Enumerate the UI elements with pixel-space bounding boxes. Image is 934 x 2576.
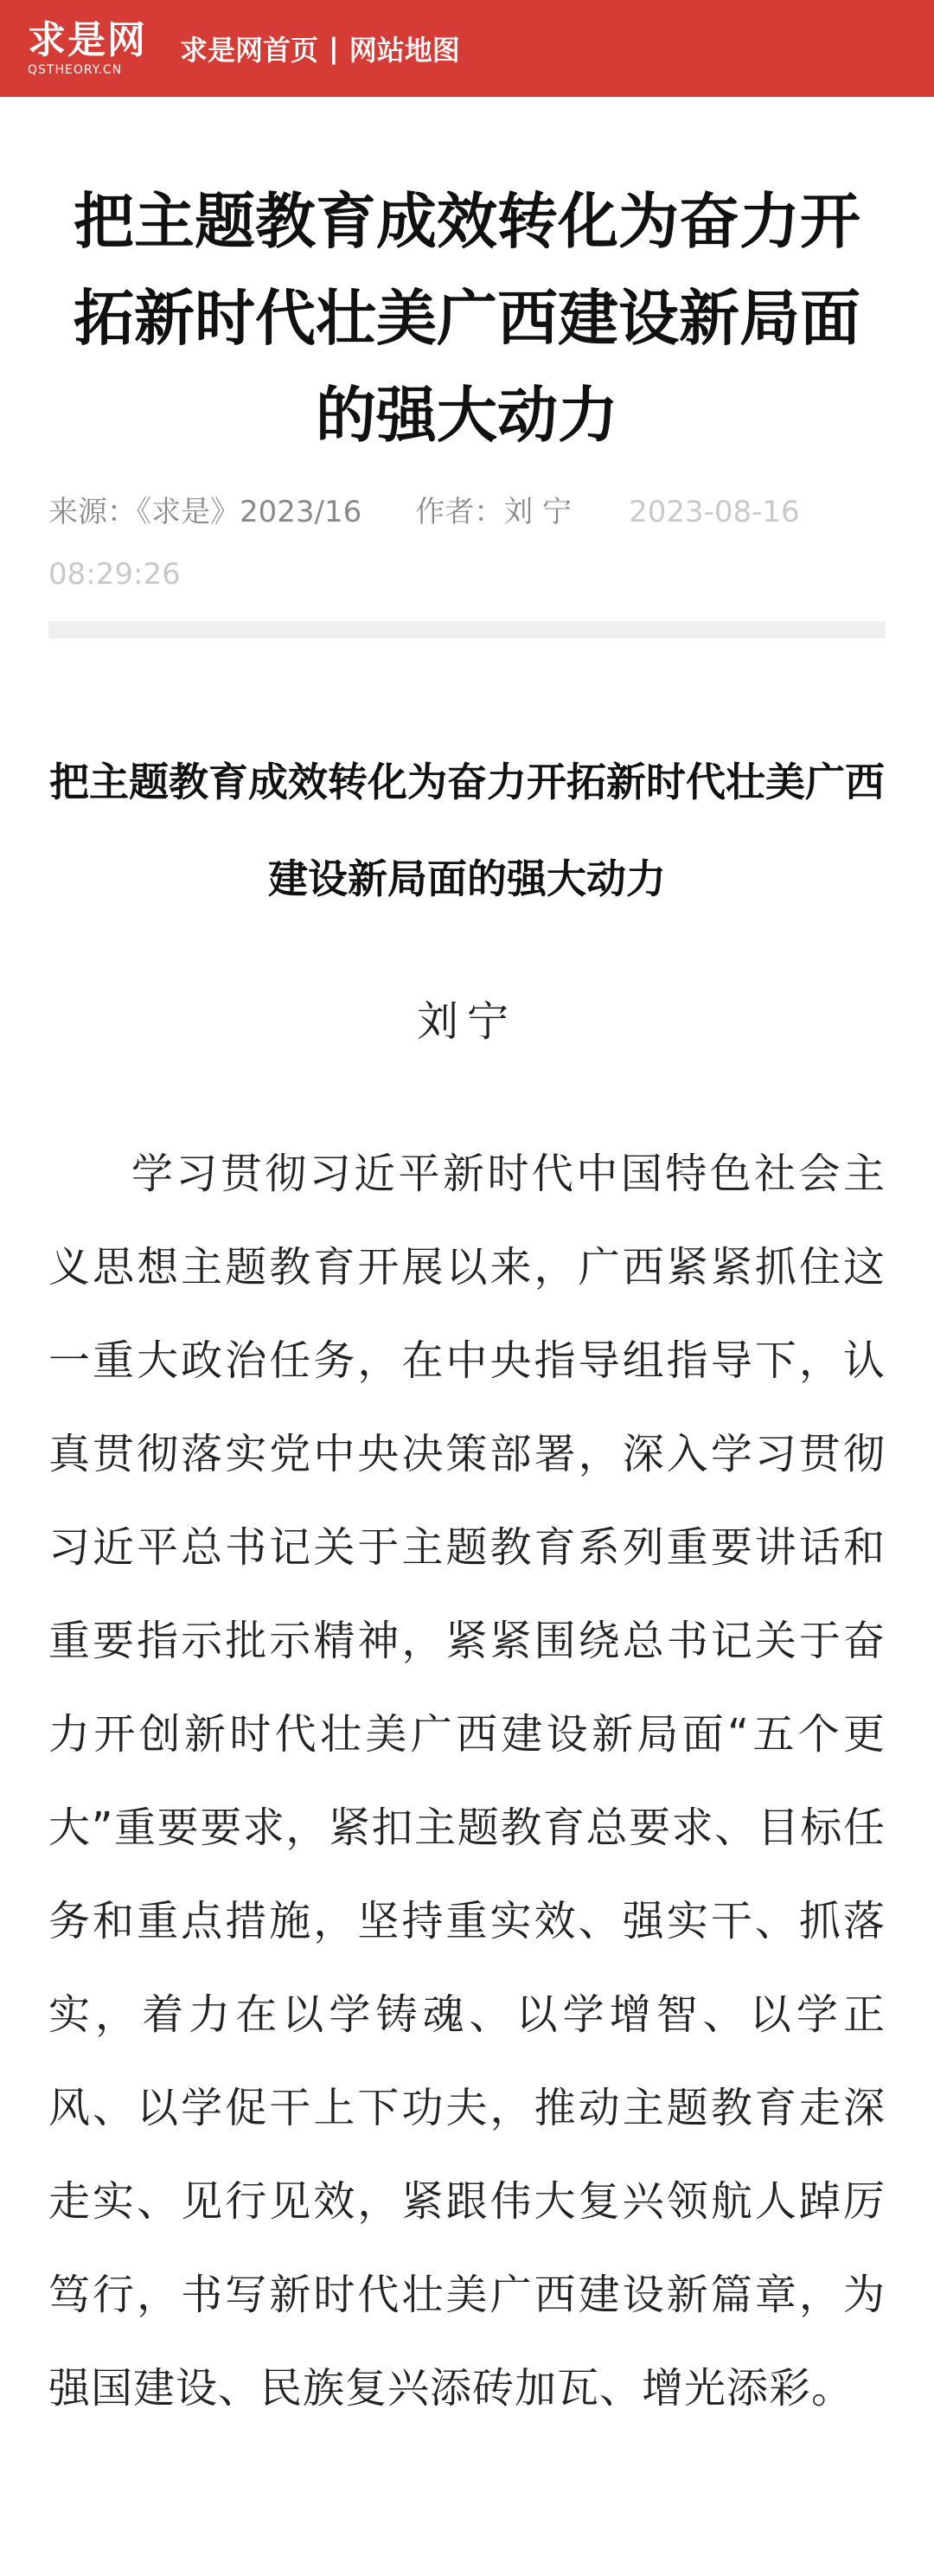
article-byline: 刘宁 xyxy=(416,997,517,1046)
site-logo[interactable] xyxy=(28,20,147,77)
headline-wrap xyxy=(0,97,934,464)
nav-separator: | xyxy=(329,32,339,65)
nav-home-link[interactable]: 求是网首页 xyxy=(180,34,319,67)
nav-sitemap-link[interactable]: 网站地图 xyxy=(349,34,460,67)
top-nav xyxy=(180,29,460,68)
section-divider xyxy=(48,621,886,638)
meta-datetime: 2023-08-16 08:29:26 xyxy=(48,495,800,592)
article-body xyxy=(0,734,934,2435)
logo-domain: QSTHEORY.CN xyxy=(28,63,123,77)
page-title: 把主题教育成效转化为奋力开拓新时代壮美广西建设新局面的强大动力 xyxy=(74,186,860,451)
meta-author: 作者：刘 宁 xyxy=(415,495,573,529)
article-paragraph: 学习贯彻习近平新时代中国特色社会主义思想主题教育开展以来，广西紧紧抓住这一重大政治任务，在中央指导组指导下，认真贯彻落实党中央决策部署，深入学习贯彻习近平总书记关于主题教育系列重要讲话和重要指示批示精神，紧紧围绕总书记关于奋力开创新时代壮美广西建设新局面“五个更大”重要要求，紧扣主题教育总要求、目标任务和重点措施，坚持重实效、强实干、抓落实，着力在以学铸魂、以学增智、以学正风、以学促干上下功夫，推动主题教育走深走实、见行见效，紧跟伟大复兴领航人踔厉笃行，书写新时代壮美广西建设新篇章，为强国建设、民族复兴添砖加瓦、增光添彩。 xyxy=(48,1150,886,2413)
content-area xyxy=(0,97,934,2435)
article-meta xyxy=(0,481,934,606)
article-title: 把主题教育成效转化为奋力开拓新时代壮美广西建设新局面的强大动力 xyxy=(49,759,885,902)
site-header xyxy=(0,0,934,97)
meta-source: 来源：《求是》2023/16 xyxy=(48,495,362,529)
logo-text: 求是网 xyxy=(28,18,147,62)
